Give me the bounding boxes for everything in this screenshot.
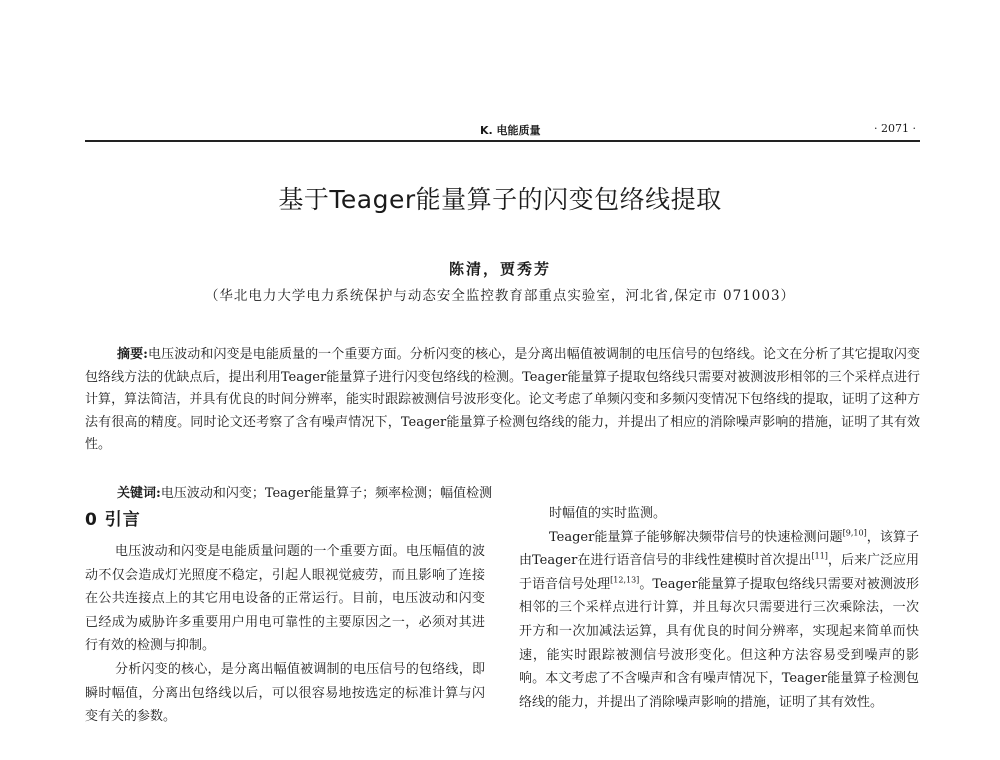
paragraph-continued: 时幅值的实时监测。 [549, 506, 667, 521]
paragraph [519, 526, 919, 715]
page-number: · 2071 · [874, 122, 916, 135]
keywords-text: 电压波动和闪变；Teager能量算子；频率检测；幅值检测 [160, 486, 493, 501]
right-column [519, 502, 919, 714]
citation: [11] [811, 551, 828, 561]
abstract-text: 电压波动和闪变是电能质量的一个重要方面。分析闪变的核心，是分离出幅值被调制的电压信号的包络线。论文在分析了其它提取闪变包络线方法的优缺点后，提出利用Teager能量算子进行闪变包络线的检测。Teager能量算子提取包络线只需要对被测波形相邻的三个采样点进行计算，算法简洁，并具有优良的时间分辨率，能实时跟踪被测信号波形变化。论文考虑了单频闪变和多频闪变情况下包络线的提取，证明了这种方法有很高的精度。同时论文还考察了含有噪声情况下，Teager能量算子检测包络线的能力，并提出了相应的消除噪声影响的措施，证明了其有效性。 [85, 347, 920, 452]
paper-title: 基于Teager能量算子的闪变包络线提取 [278, 185, 722, 214]
header-section: K. 电能质量 [480, 124, 541, 137]
text-span: Teager能量算子能够解决频带信号的快速检测问题 [549, 529, 843, 545]
paragraph: 分析闪变的核心，是分离出幅值被调制的电压信号的包络线，即瞬时幅值，分离出包络线以后，可以很容易地按选定的标准计算与闪变有关的参数。 [85, 661, 485, 725]
authors: 陈清，贾秀芳 [448, 260, 551, 278]
paragraph: 电压波动和闪变是电能质量问题的一个重要方面。电压幅值的波动不仅会造成灯光照度不稳定，引起人眼视觉疲劳，而且影响了连接在公共连接点上的其它用电设备的正常运行。目前，电压波动和闪变已经成为威胁许多重要用户用电可靠性的主要原因之一，必须对其进行有效的检测与抑制。 [85, 544, 485, 654]
keywords-label: 关键词: [117, 486, 161, 501]
citation: [9,10] [842, 528, 867, 538]
text-span: 。Teager能量算子提取包络线只需要对被测波形相邻的三个采样点进行计算，并且每次只需要进行三次乘除法，一次开方和一次加减法运算，具有优良的时间分辨率，实现起来简单而快速，能实时跟踪被测信号波形变化。但这种方法容易受到噪声的影响。本文考虑了不含噪声和含有噪声情况下，Teager能量算子检测包络线的能力，并提出了消除噪声影响的措施，证明了其有效性。 [519, 576, 919, 710]
abstract [85, 344, 920, 457]
section-heading: 0 引言 [85, 510, 141, 530]
running-header [85, 118, 920, 142]
text-span: ，后来广泛应用于语音信号处理 [519, 553, 919, 592]
text-span: ，该算子由Teager在进行语音信号的非线性建模时首次提出 [519, 529, 919, 569]
keywords [117, 482, 917, 501]
citation: [12,13] [610, 575, 640, 585]
left-column [85, 540, 485, 729]
affiliation: （华北电力大学电力系统保护与动态安全监控教育部重点实验室，河北省,保定市 071003） [204, 288, 796, 304]
abstract-label: 摘要: [117, 347, 148, 362]
